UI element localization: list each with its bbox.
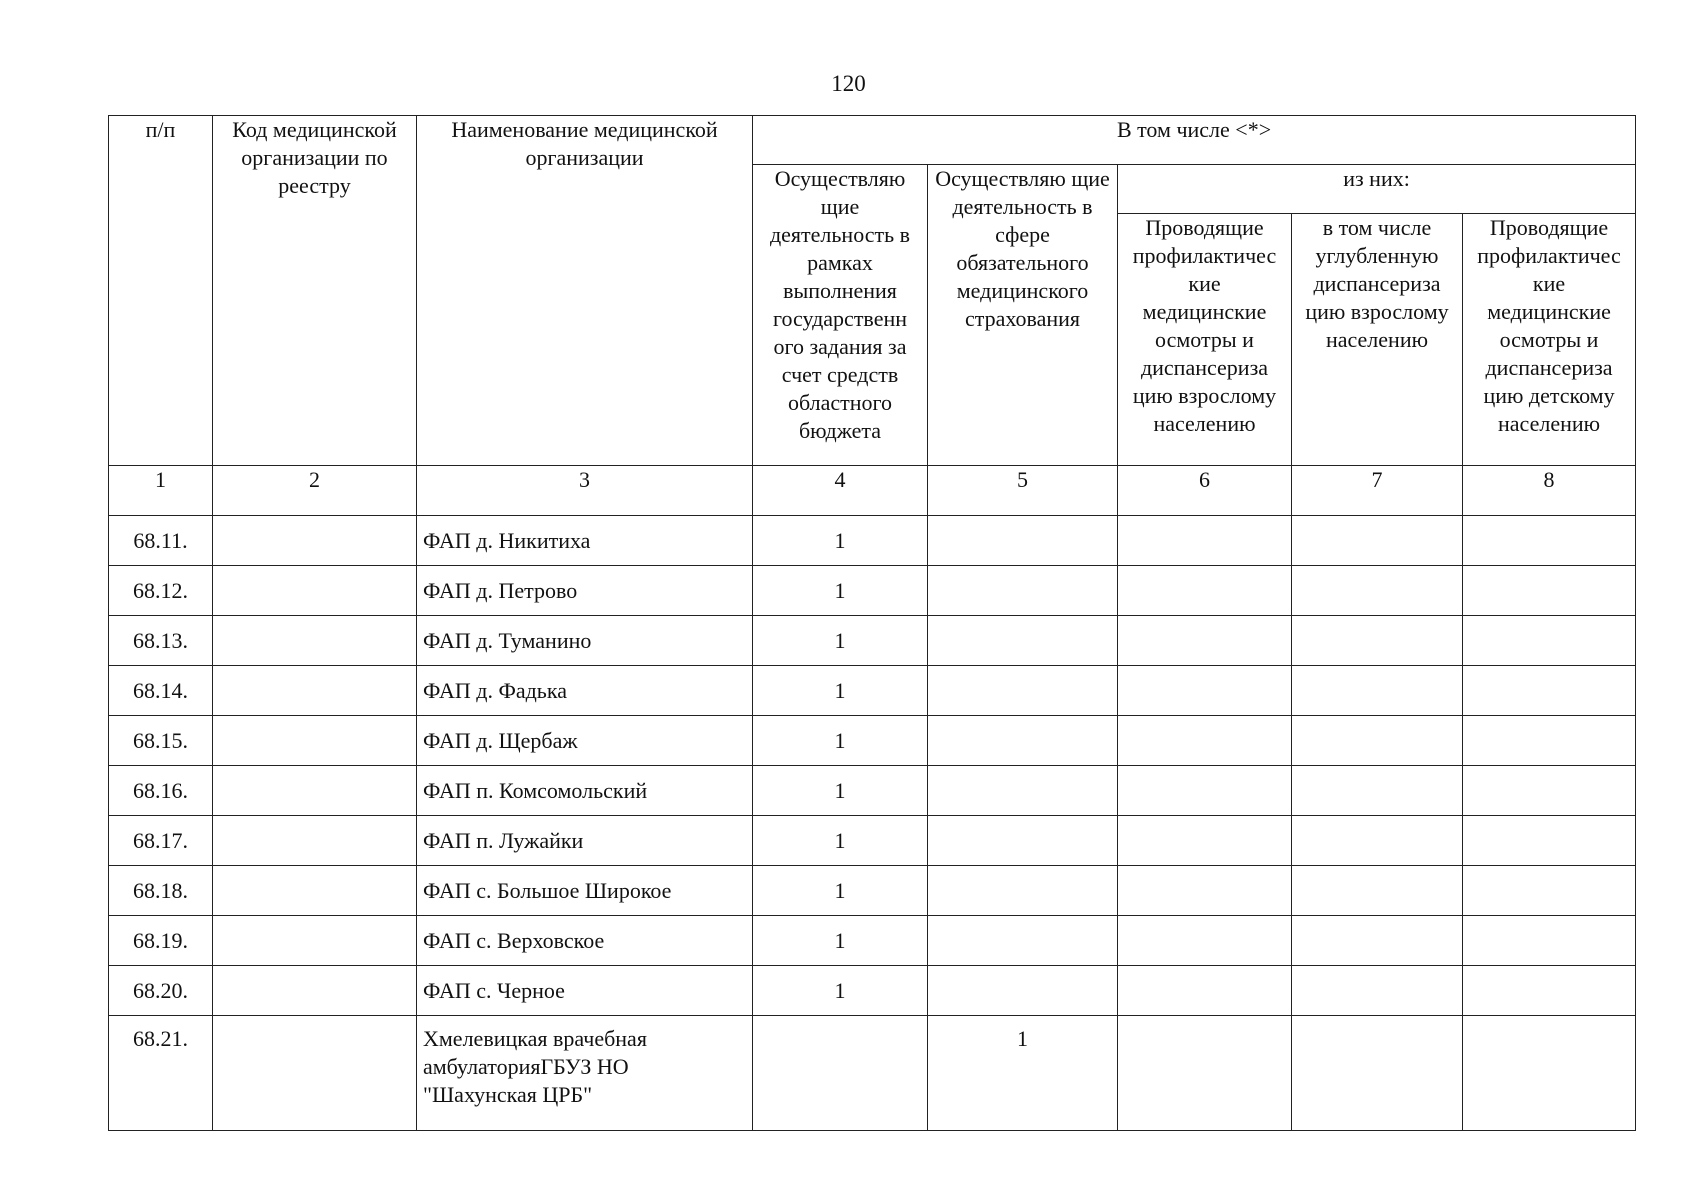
row-col6 bbox=[1118, 1016, 1292, 1131]
table-row bbox=[109, 666, 1636, 716]
row-col4: 1 bbox=[753, 666, 928, 716]
medical-organizations-table bbox=[108, 115, 1636, 1131]
row-col6 bbox=[1118, 816, 1292, 866]
row-name: Хмелевицкая врачебная амбулаторияГБУЗ НО "Шахунская ЦРБ" bbox=[417, 1016, 753, 1131]
row-col8 bbox=[1463, 916, 1636, 966]
table-row bbox=[109, 566, 1636, 616]
row-col4: 1 bbox=[753, 516, 928, 566]
row-code bbox=[213, 766, 417, 816]
row-col6 bbox=[1118, 566, 1292, 616]
header-col4: Осуществляю щие деятельность в рамках выполнения государственн ого задания за счет средств областного бюджета bbox=[753, 165, 928, 466]
row-col5 bbox=[928, 966, 1118, 1016]
row-col6 bbox=[1118, 866, 1292, 916]
table-row bbox=[109, 766, 1636, 816]
table-row bbox=[109, 516, 1636, 566]
table-row bbox=[109, 616, 1636, 666]
column-number: 7 bbox=[1292, 466, 1463, 516]
row-col4: 1 bbox=[753, 766, 928, 816]
row-name: ФАП д. Щербаж bbox=[417, 716, 753, 766]
row-index: 68.12. bbox=[109, 566, 213, 616]
row-index: 68.21. bbox=[109, 1016, 213, 1131]
row-name: ФАП д. Фадька bbox=[417, 666, 753, 716]
header-including-group: В том числе <*> bbox=[753, 116, 1636, 165]
row-col8 bbox=[1463, 566, 1636, 616]
row-col6 bbox=[1118, 716, 1292, 766]
table-header bbox=[109, 116, 1636, 516]
row-code bbox=[213, 966, 417, 1016]
row-name: ФАП с. Черное bbox=[417, 966, 753, 1016]
row-col7 bbox=[1292, 916, 1463, 966]
row-col6 bbox=[1118, 916, 1292, 966]
table-row bbox=[109, 866, 1636, 916]
row-col5 bbox=[928, 616, 1118, 666]
row-col4: 1 bbox=[753, 566, 928, 616]
row-col7 bbox=[1292, 516, 1463, 566]
row-col8 bbox=[1463, 766, 1636, 816]
row-index: 68.18. bbox=[109, 866, 213, 916]
row-code bbox=[213, 816, 417, 866]
row-name: ФАП с. Большое Широкое bbox=[417, 866, 753, 916]
row-code bbox=[213, 866, 417, 916]
row-col6 bbox=[1118, 516, 1292, 566]
row-col6 bbox=[1118, 666, 1292, 716]
row-col8 bbox=[1463, 666, 1636, 716]
column-number: 6 bbox=[1118, 466, 1292, 516]
row-code bbox=[213, 566, 417, 616]
row-col5: 1 bbox=[928, 1016, 1118, 1131]
row-col4: 1 bbox=[753, 616, 928, 666]
column-number: 2 bbox=[213, 466, 417, 516]
row-code bbox=[213, 616, 417, 666]
row-col8 bbox=[1463, 516, 1636, 566]
table-row bbox=[109, 966, 1636, 1016]
column-number: 8 bbox=[1463, 466, 1636, 516]
header-of-them-group: из них: bbox=[1118, 165, 1636, 214]
row-index: 68.11. bbox=[109, 516, 213, 566]
header-pp: п/п bbox=[109, 116, 213, 466]
row-index: 68.16. bbox=[109, 766, 213, 816]
row-code bbox=[213, 716, 417, 766]
row-col5 bbox=[928, 766, 1118, 816]
column-number: 4 bbox=[753, 466, 928, 516]
row-col5 bbox=[928, 666, 1118, 716]
row-name: ФАП с. Верховское bbox=[417, 916, 753, 966]
row-col7 bbox=[1292, 766, 1463, 816]
table-row bbox=[109, 1016, 1636, 1131]
row-col7 bbox=[1292, 666, 1463, 716]
row-col5 bbox=[928, 916, 1118, 966]
row-code bbox=[213, 1016, 417, 1131]
row-col4 bbox=[753, 1016, 928, 1131]
row-col6 bbox=[1118, 766, 1292, 816]
row-index: 68.19. bbox=[109, 916, 213, 966]
row-name: ФАП п. Лужайки bbox=[417, 816, 753, 866]
row-name: ФАП д. Петрово bbox=[417, 566, 753, 616]
row-col5 bbox=[928, 716, 1118, 766]
page-number: 120 bbox=[831, 71, 866, 96]
row-col6 bbox=[1118, 616, 1292, 666]
row-col5 bbox=[928, 516, 1118, 566]
row-col7 bbox=[1292, 816, 1463, 866]
row-index: 68.20. bbox=[109, 966, 213, 1016]
row-col8 bbox=[1463, 866, 1636, 916]
row-code bbox=[213, 916, 417, 966]
row-col5 bbox=[928, 566, 1118, 616]
header-code: Код медицинской организации по реестру bbox=[213, 116, 417, 466]
row-name: ФАП д. Никитиха bbox=[417, 516, 753, 566]
table-row bbox=[109, 816, 1636, 866]
row-col8 bbox=[1463, 816, 1636, 866]
row-col8 bbox=[1463, 716, 1636, 766]
row-index: 68.13. bbox=[109, 616, 213, 666]
row-col4: 1 bbox=[753, 716, 928, 766]
row-index: 68.15. bbox=[109, 716, 213, 766]
row-col8 bbox=[1463, 966, 1636, 1016]
column-number: 1 bbox=[109, 466, 213, 516]
header-col5: Осуществляю щие деятельность в сфере обязательного медицинского страхования bbox=[928, 165, 1118, 466]
table-row bbox=[109, 716, 1636, 766]
row-index: 68.17. bbox=[109, 816, 213, 866]
column-numbers-row bbox=[109, 466, 1636, 516]
row-col7 bbox=[1292, 966, 1463, 1016]
row-col5 bbox=[928, 816, 1118, 866]
row-col7 bbox=[1292, 716, 1463, 766]
row-col7 bbox=[1292, 866, 1463, 916]
row-col4: 1 bbox=[753, 916, 928, 966]
row-col8 bbox=[1463, 616, 1636, 666]
row-col7 bbox=[1292, 566, 1463, 616]
row-name: ФАП д. Туманино bbox=[417, 616, 753, 666]
header-col6: Проводящие профилактичес кие медицинские осмотры и диспансериза цию взрослому населению bbox=[1118, 214, 1292, 466]
row-code bbox=[213, 666, 417, 716]
row-col4: 1 bbox=[753, 816, 928, 866]
row-col4: 1 bbox=[753, 966, 928, 1016]
row-index: 68.14. bbox=[109, 666, 213, 716]
table-row bbox=[109, 916, 1636, 966]
row-col6 bbox=[1118, 966, 1292, 1016]
row-code bbox=[213, 516, 417, 566]
column-number: 5 bbox=[928, 466, 1118, 516]
header-col8: Проводящие профилактичес кие медицинские осмотры и диспансериза цию детскому населению bbox=[1463, 214, 1636, 466]
row-col8 bbox=[1463, 1016, 1636, 1131]
column-number: 3 bbox=[417, 466, 753, 516]
row-col4: 1 bbox=[753, 866, 928, 916]
row-col5 bbox=[928, 866, 1118, 916]
header-name: Наименование медицинской организации bbox=[417, 116, 753, 466]
row-col7 bbox=[1292, 1016, 1463, 1131]
row-name: ФАП п. Комсомольский bbox=[417, 766, 753, 816]
row-col7 bbox=[1292, 616, 1463, 666]
header-col7: в том числе углубленную диспансериза цию взрослому населению bbox=[1292, 214, 1463, 466]
table-body bbox=[109, 516, 1636, 1131]
